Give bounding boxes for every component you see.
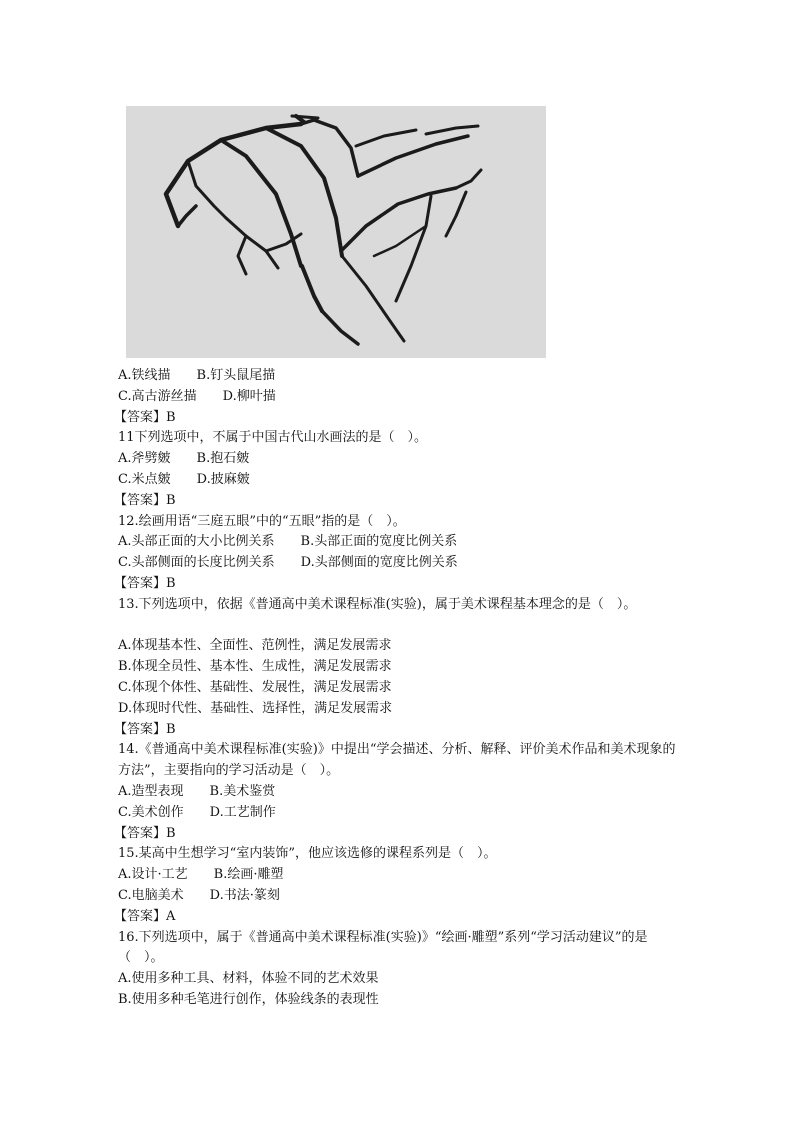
q12-option-a: A.头部正面的大小比例关系 — [118, 534, 275, 550]
q14-option-d: D.工艺制作 — [209, 804, 276, 820]
q10-answer: 【答案】B — [114, 409, 176, 425]
q15-options-row-1 — [118, 865, 688, 886]
q12-option-c: C.头部侧面的长度比例关系 — [118, 555, 275, 571]
brush-line-figure — [126, 106, 546, 358]
q11-option-c: C.米点皴 — [118, 471, 171, 487]
q12-options-row-2 — [118, 553, 688, 574]
q14-options-row-2 — [118, 803, 688, 824]
q10-options-row-1 — [118, 366, 688, 387]
q11-answer: 【答案】B — [114, 492, 176, 508]
q11-option-a: A.斧劈皴 — [118, 451, 171, 467]
q11-options-row-2 — [118, 470, 688, 491]
q13-answer: 【答案】B — [114, 721, 176, 737]
q11-options-row-1 — [118, 449, 688, 470]
q15-stem: 15.某高中生想学习“室内装饰”，他应该选修的课程系列是（ ）。 — [118, 846, 497, 862]
q11-option-b: B.抱石皴 — [196, 451, 250, 467]
q10-option-b: B.钉头鼠尾描 — [196, 368, 276, 383]
q11-option-d: D.披麻皴 — [196, 471, 250, 487]
q14-option-c: C.美术创作 — [118, 804, 184, 820]
q13-option-c: C.体现个体性、基础性、发展性，满足发展需求 — [118, 679, 392, 695]
q14-stem: 14.《普通高中美术课程标准(实验)》中提出“学会描述、分析、解释、评价美术作品和美术现象的方法”，主要指向的学习活动是（ ）。 — [118, 742, 676, 779]
q16-stem: 16.下列选项中，属于《普通高中美术课程标准(实验)》“绘画·雕塑”系列“学习活动建议”的是（ ）。 — [118, 929, 648, 966]
q15-option-b: B.绘画·雕塑 — [213, 867, 284, 883]
spacer — [118, 616, 688, 637]
q14-answer: 【答案】B — [114, 825, 176, 841]
q10-options-row-2 — [118, 387, 688, 408]
q15-answer: 【答案】A — [114, 908, 176, 924]
q10-option-d: D.柳叶描 — [222, 388, 276, 404]
q10-option-a: A.铁线描 — [118, 368, 171, 383]
q15-options-row-2 — [118, 886, 688, 907]
drapery-line-drawing — [126, 106, 546, 358]
q15-option-d: D.书法·篆刻 — [209, 887, 280, 903]
q13-option-a: A.体现基本性、全面性、范例性，满足发展需求 — [118, 638, 392, 654]
q13-stem: 13.下列选项中，依据《普通高中美术课程标准(实验)，属于美术课程基本理念的是（ ）。 — [118, 596, 637, 612]
q12-stem: 12.绘画用语“三庭五眼”中的“五眼”指的是（ ）。 — [118, 513, 406, 529]
q16-option-a: A.使用多种工具、材料，体验不同的艺术效果 — [118, 971, 379, 987]
q12-option-d: D.头部侧面的宽度比例关系 — [300, 555, 458, 571]
q13-option-b: B.体现全员性、基本性、生成性，满足发展需求 — [118, 659, 392, 675]
q15-option-c: C.电脑美术 — [118, 887, 184, 903]
q14-option-a: A.造型表现 — [118, 783, 184, 799]
q14-options-row-1 — [118, 782, 688, 803]
q12-answer: 【答案】B — [114, 575, 176, 591]
q11-stem: 11下列选项中，不属于中国古代山水画法的是（ ）。 — [118, 430, 428, 446]
q14-option-b: B.美术鉴赏 — [209, 783, 276, 799]
q13-option-d: D.体现时代性、基础性、选择性，满足发展需求 — [118, 700, 393, 716]
q10-option-c: C.高古游丝描 — [118, 388, 197, 404]
exam-questions — [114, 366, 688, 1011]
q12-options-row-1 — [118, 532, 688, 553]
q15-option-a: A.设计·工艺 — [118, 867, 188, 883]
q12-option-b: B.头部正面的宽度比例关系 — [300, 534, 458, 550]
q16-option-b: B.使用多种毛笔进行创作，体验线条的表现性 — [118, 991, 379, 1007]
